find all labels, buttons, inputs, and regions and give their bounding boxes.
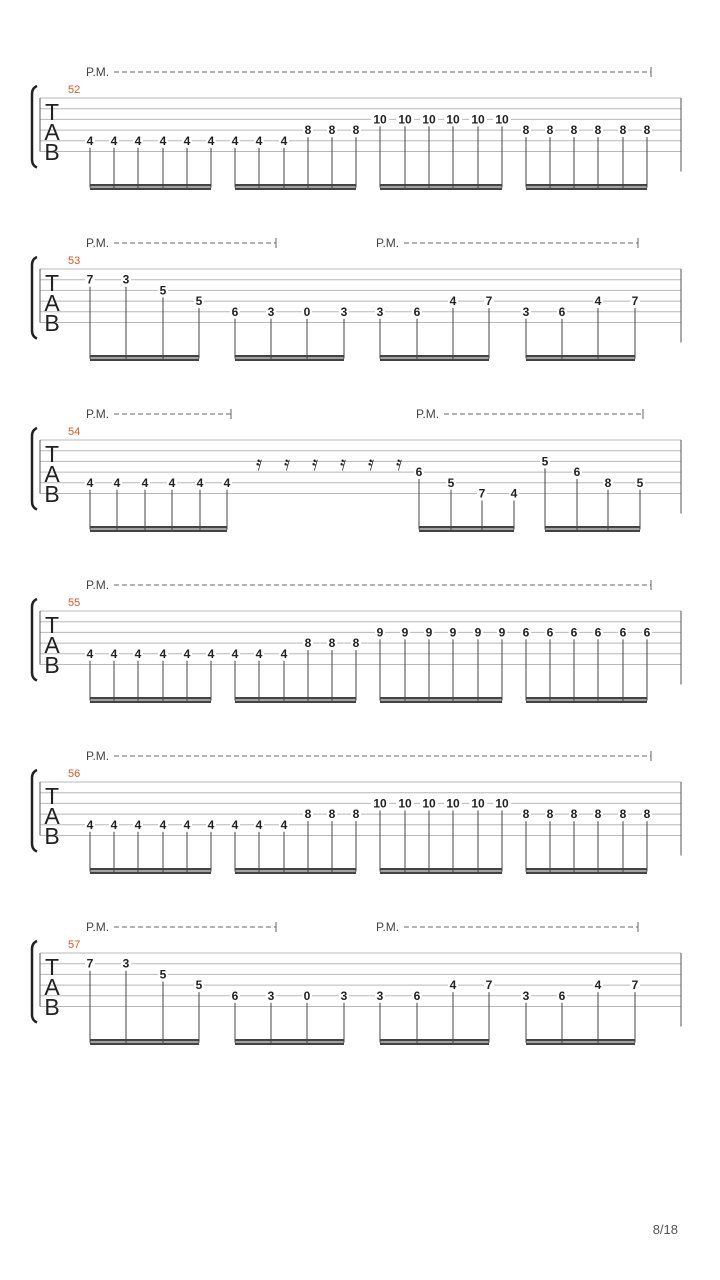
beam-secondary (380, 188, 502, 191)
fret-number: 4 (86, 475, 94, 490)
fret-number: 3 (267, 988, 275, 1003)
fret-number: 0 (303, 988, 311, 1003)
tab-letter-t: T (44, 99, 60, 125)
fret-number: 8 (352, 636, 360, 651)
beamed-note-group (85, 818, 216, 874)
beam-primary (526, 184, 647, 187)
fret-number: 0 (303, 304, 311, 319)
fret-number: 5 (195, 978, 203, 993)
fret-number: 6 (231, 304, 239, 319)
palm-mute-label: P.M. (416, 407, 440, 421)
tab-system-57 (32, 920, 681, 1045)
fret-number: 7 (86, 272, 94, 287)
system-bracket (32, 770, 37, 852)
beam-primary (526, 1039, 635, 1042)
tab-system-55 (32, 578, 681, 703)
fret-number: 6 (594, 625, 602, 640)
beam-secondary (419, 530, 514, 533)
beamed-note-group (85, 957, 204, 1045)
palm-mute-label: P.M. (376, 236, 400, 250)
tab-letter-a: A (44, 803, 60, 829)
fret-number: 4 (183, 817, 191, 832)
beam-secondary (235, 359, 344, 362)
fret-number: 4 (255, 817, 263, 832)
fret-number: 6 (413, 988, 421, 1003)
fret-number: 8 (570, 123, 578, 138)
tab-clef (44, 270, 60, 336)
fret-number: 4 (280, 646, 288, 661)
fret-number: 7 (485, 294, 493, 309)
fret-number: 4 (141, 475, 149, 490)
tab-clef (44, 954, 60, 1020)
palm-mute-marking (376, 920, 638, 934)
fret-number: 9 (401, 625, 409, 640)
tab-letter-a: A (44, 290, 60, 316)
beam-secondary (90, 1043, 199, 1046)
fret-number: 10 (446, 796, 460, 811)
fret-number: 4 (134, 133, 142, 148)
tab-letter-b: B (44, 310, 60, 336)
beam-secondary (90, 701, 211, 704)
tab-letter-t: T (44, 270, 60, 296)
beam-primary (90, 1039, 199, 1042)
fret-number: 8 (546, 807, 554, 822)
beam-primary (235, 355, 344, 358)
beam-primary (235, 1039, 344, 1042)
beam-primary (380, 868, 502, 871)
fret-number: 9 (449, 625, 457, 640)
beam-secondary (380, 872, 502, 875)
fret-number: 4 (223, 475, 231, 490)
tab-letter-b: B (44, 139, 60, 165)
fret-number: 8 (304, 807, 312, 822)
fret-number: 5 (195, 294, 203, 309)
fret-number: 8 (304, 123, 312, 138)
beam-secondary (235, 188, 356, 191)
palm-mute-marking (86, 65, 651, 79)
fret-number: 4 (183, 646, 191, 661)
bar-number: 53 (68, 255, 81, 267)
beam-secondary (235, 701, 356, 704)
palm-mute-label: P.M. (86, 407, 110, 421)
fret-number: 8 (643, 123, 651, 138)
tab-letter-t: T (44, 441, 60, 467)
fret-number: 4 (196, 475, 204, 490)
palm-mute-label: P.M. (86, 749, 110, 763)
beam-primary (90, 184, 211, 187)
fret-number: 8 (604, 475, 612, 490)
fret-number: 9 (425, 625, 433, 640)
fret-number: 4 (207, 646, 215, 661)
beamed-note-group (230, 305, 349, 361)
fret-number: 5 (159, 283, 167, 298)
beam-primary (235, 868, 356, 871)
palm-mute-label: P.M. (86, 920, 110, 934)
beam-secondary (380, 701, 502, 704)
fret-number: 8 (594, 807, 602, 822)
tab-letter-a: A (44, 632, 60, 658)
palm-mute-label: P.M. (86, 65, 110, 79)
tab-letter-b: B (44, 823, 60, 849)
sixteenth-rest: 𝄿 (368, 451, 375, 475)
sixteenth-rest: 𝄿 (340, 451, 347, 475)
fret-number: 10 (446, 112, 460, 127)
palm-mute-marking (86, 407, 231, 421)
fret-number: 7 (631, 294, 639, 309)
fret-number: 8 (594, 123, 602, 138)
beam-secondary (380, 1043, 489, 1046)
beamed-note-group (85, 476, 232, 532)
fret-number: 4 (159, 646, 167, 661)
tab-letter-a: A (44, 974, 60, 1000)
fret-number: 8 (328, 123, 336, 138)
palm-mute-label: P.M. (376, 920, 400, 934)
fret-number: 3 (267, 304, 275, 319)
tab-letter-a: A (44, 461, 60, 487)
beamed-note-group (230, 989, 349, 1045)
fret-number: 3 (376, 304, 384, 319)
fret-number: 10 (422, 112, 436, 127)
fret-number: 8 (522, 123, 530, 138)
fret-number: 5 (447, 475, 455, 490)
fret-number: 4 (231, 817, 239, 832)
fret-number: 6 (643, 625, 651, 640)
fret-number: 7 (485, 978, 493, 993)
tab-system-52 (32, 65, 681, 190)
bar-number: 55 (68, 597, 81, 609)
fret-number: 3 (340, 988, 348, 1003)
fret-number: 8 (522, 807, 530, 822)
system-bracket (32, 86, 37, 168)
fret-number: 4 (110, 133, 118, 148)
beamed-note-group (230, 636, 361, 703)
fret-number: 6 (546, 625, 554, 640)
tab-letter-t: T (44, 954, 60, 980)
fret-number: 4 (510, 486, 518, 501)
fret-number: 8 (619, 123, 627, 138)
tab-letter-t: T (44, 612, 60, 638)
beamed-note-group (230, 807, 361, 874)
fret-number: 10 (495, 796, 509, 811)
fret-number: 4 (280, 133, 288, 148)
fret-number: 8 (328, 807, 336, 822)
beam-secondary (90, 188, 211, 191)
bar-number: 56 (68, 768, 81, 780)
palm-mute-marking (86, 236, 276, 250)
fret-number: 10 (422, 796, 436, 811)
beamed-note-group (375, 978, 494, 1045)
fret-number: 4 (207, 817, 215, 832)
tab-letter-b: B (44, 652, 60, 678)
fret-number: 6 (570, 625, 578, 640)
beam-secondary (380, 359, 489, 362)
sixteenth-rest: 𝄿 (312, 451, 319, 475)
fret-number: 4 (159, 133, 167, 148)
beam-primary (90, 697, 211, 700)
sixteenth-rest: 𝄿 (284, 451, 291, 475)
beamed-note-group (521, 123, 652, 190)
fret-number: 3 (522, 988, 530, 1003)
beamed-note-group (230, 123, 361, 190)
fret-number: 4 (207, 133, 215, 148)
fret-number: 4 (134, 646, 142, 661)
fret-number: 8 (643, 807, 651, 822)
fret-number: 6 (415, 465, 423, 480)
fret-number: 4 (594, 294, 602, 309)
system-bracket (32, 599, 37, 681)
fret-number: 8 (619, 807, 627, 822)
tab-letter-t: T (44, 783, 60, 809)
fret-number: 4 (86, 133, 94, 148)
beam-primary (526, 868, 647, 871)
palm-mute-marking (416, 407, 643, 421)
fret-number: 5 (159, 967, 167, 982)
beamed-note-group (414, 465, 519, 532)
fret-number: 4 (113, 475, 121, 490)
tab-clef (44, 783, 60, 849)
tab-clef (44, 612, 60, 678)
beam-secondary (90, 359, 199, 362)
tab-letter-a: A (44, 119, 60, 145)
bar-number: 57 (68, 939, 81, 951)
beam-secondary (526, 872, 647, 875)
fret-number: 9 (474, 625, 482, 640)
fret-number: 10 (471, 796, 485, 811)
fret-number: 6 (558, 988, 566, 1003)
fret-number: 8 (352, 807, 360, 822)
fret-number: 4 (86, 817, 94, 832)
system-bracket (32, 428, 37, 510)
beamed-note-group (85, 647, 216, 703)
fret-number: 6 (522, 625, 530, 640)
fret-number: 10 (398, 112, 412, 127)
tab-system-53 (32, 236, 681, 361)
fret-number: 6 (619, 625, 627, 640)
sixteenth-rest: 𝄿 (396, 451, 403, 475)
fret-number: 10 (373, 796, 387, 811)
beam-primary (90, 355, 199, 358)
fret-number: 4 (449, 978, 457, 993)
fret-number: 7 (478, 486, 486, 501)
beam-secondary (526, 1043, 635, 1046)
beam-primary (545, 526, 640, 529)
beamed-note-group (85, 134, 216, 190)
fret-number: 4 (110, 646, 118, 661)
fret-number: 10 (495, 112, 509, 127)
fret-number: 9 (376, 625, 384, 640)
fret-number: 4 (255, 646, 263, 661)
beam-secondary (235, 1043, 344, 1046)
fret-number: 8 (352, 123, 360, 138)
beamed-note-group (521, 294, 640, 361)
fret-number: 4 (449, 294, 457, 309)
tab-clef (44, 99, 60, 165)
fret-number: 6 (558, 304, 566, 319)
palm-mute-marking (86, 578, 651, 592)
beam-secondary (90, 872, 211, 875)
beam-secondary (235, 872, 356, 875)
beam-primary (90, 868, 211, 871)
fret-number: 6 (231, 988, 239, 1003)
fret-number: 3 (122, 272, 130, 287)
fret-number: 10 (398, 796, 412, 811)
beamed-note-group (375, 294, 494, 361)
tab-letter-b: B (44, 994, 60, 1020)
fret-number: 10 (471, 112, 485, 127)
beam-primary (526, 697, 647, 700)
beamed-note-group (521, 807, 652, 874)
fret-number: 8 (570, 807, 578, 822)
palm-mute-label: P.M. (86, 236, 110, 250)
beam-primary (235, 697, 356, 700)
fret-number: 4 (231, 133, 239, 148)
palm-mute-marking (86, 749, 651, 763)
beam-primary (380, 697, 502, 700)
beam-secondary (526, 701, 647, 704)
beamed-note-group (85, 273, 204, 361)
fret-number: 4 (86, 646, 94, 661)
sixteenth-rest: 𝄿 (256, 451, 263, 475)
beam-primary (380, 184, 502, 187)
beam-secondary (526, 359, 635, 362)
fret-number: 4 (134, 817, 142, 832)
fret-number: 3 (522, 304, 530, 319)
palm-mute-marking (376, 236, 638, 250)
tab-letter-b: B (44, 481, 60, 507)
fret-number: 3 (340, 304, 348, 319)
beam-secondary (545, 530, 640, 533)
palm-mute-marking (86, 920, 276, 934)
fret-number: 5 (636, 475, 644, 490)
fret-number: 10 (373, 112, 387, 127)
fret-number: 4 (168, 475, 176, 490)
fret-number: 6 (573, 465, 581, 480)
beam-secondary (526, 188, 647, 191)
bar-number: 52 (68, 84, 81, 96)
fret-number: 7 (631, 978, 639, 993)
tab-clef (44, 441, 60, 507)
fret-number: 6 (413, 304, 421, 319)
fret-number: 4 (255, 133, 263, 148)
beam-primary (235, 184, 356, 187)
fret-number: 4 (594, 978, 602, 993)
beamed-note-group (521, 978, 640, 1045)
tab-system-56 (32, 749, 681, 874)
tab-system-54 (32, 407, 681, 532)
palm-mute-label: P.M. (86, 578, 110, 592)
beam-secondary (90, 530, 227, 533)
system-bracket (32, 941, 37, 1023)
fret-number: 4 (110, 817, 118, 832)
fret-number: 3 (376, 988, 384, 1003)
fret-number: 9 (498, 625, 506, 640)
system-bracket (32, 257, 37, 339)
fret-number: 5 (541, 454, 549, 469)
fret-number: 7 (86, 956, 94, 971)
fret-number: 3 (122, 956, 130, 971)
beam-primary (380, 355, 489, 358)
beam-primary (380, 1039, 489, 1042)
page-number: 8/18 (652, 1222, 678, 1237)
fret-number: 8 (304, 636, 312, 651)
fret-number: 8 (546, 123, 554, 138)
beam-primary (90, 526, 227, 529)
bar-number: 54 (68, 426, 81, 438)
fret-number: 4 (159, 817, 167, 832)
fret-number: 4 (280, 817, 288, 832)
fret-number: 4 (183, 133, 191, 148)
beam-primary (419, 526, 514, 529)
beam-primary (526, 355, 635, 358)
fret-number: 4 (231, 646, 239, 661)
fret-number: 8 (328, 636, 336, 651)
